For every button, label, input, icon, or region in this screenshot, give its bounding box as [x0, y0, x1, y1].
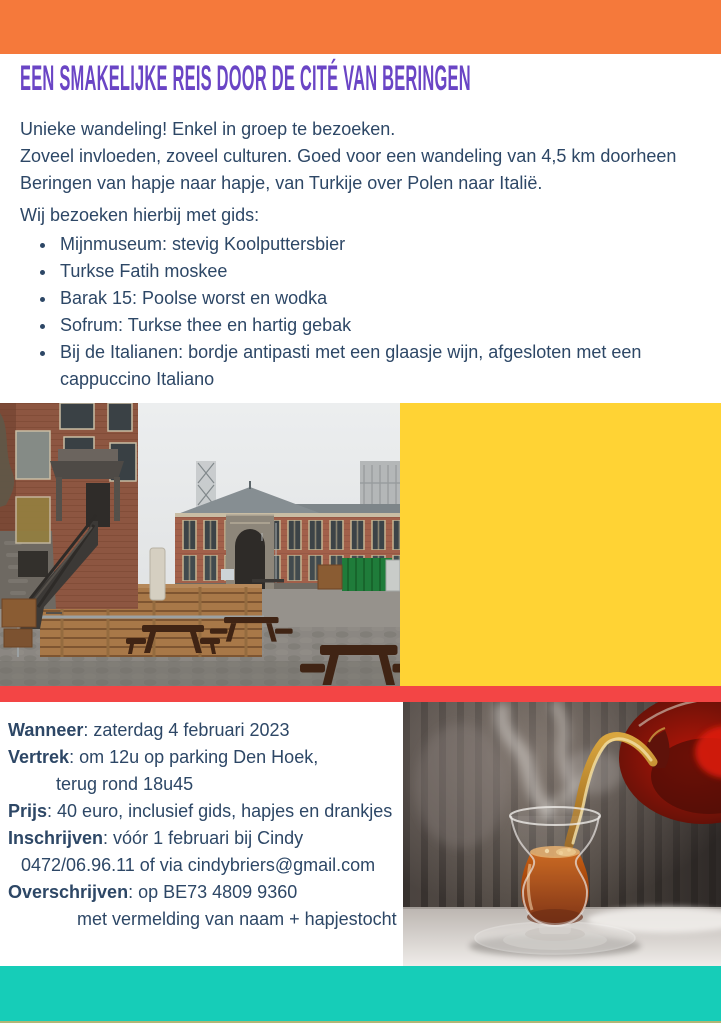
yellow-block [400, 403, 721, 686]
info-label: Inschrijven [8, 828, 104, 848]
list-item: • Mijnmuseum: stevig Koolputtersbier [57, 231, 712, 258]
intro-section [20, 116, 715, 393]
museum-photo [0, 403, 400, 686]
info-line-telefoon-email [8, 852, 404, 879]
info-line-terug [8, 771, 404, 798]
info-line-prijs [8, 798, 404, 825]
guide-heading: Wij bezoeken hierbij met gids: [20, 205, 260, 225]
page-title-text: EEN SMAKELIJKE REIS DOOR DE CITÉ VAN BERINGEN [20, 59, 471, 98]
info-line-vertrek [8, 744, 404, 771]
info-label: Overschrijven [8, 882, 129, 902]
info-value: : vóór 1 februari bij Cindy [103, 828, 304, 848]
info-value: : op BE73 4809 9360 [128, 882, 298, 902]
intro-line-1: Unieke wandeling! Enkel in groep te bezoeken. [20, 119, 396, 139]
info-line-wanneer [8, 717, 404, 744]
info-value: met vermelding van naam + hapjestocht [77, 909, 397, 929]
info-value: terug rond 18u45 [56, 774, 194, 794]
info-label: Prijs [8, 801, 48, 821]
tea-photo [403, 702, 721, 966]
info-label: Wanneer [8, 720, 84, 740]
top-orange-band [0, 0, 721, 54]
page-title [20, 59, 721, 99]
list-item: • Sofrum: Turkse thee en hartig gebak [57, 312, 712, 339]
list-item: • Turkse Fatih moskee [57, 258, 712, 285]
info-label: Vertrek [8, 747, 70, 767]
info-line-overschrijven [8, 879, 404, 906]
red-divider-bar [0, 686, 721, 702]
info-value: : zaterdag 4 februari 2023 [83, 720, 290, 740]
museum-photo-art [0, 403, 400, 686]
intro-line-2: Zoveel invloeden, zoveel culturen. Goed voor een wandeling van 4,5 km doorheen Beringen van hapje naar hapje, van Turkije over Polen naar Italië. [20, 146, 677, 193]
list-item: • Bij de Italianen: bordje antipasti met een glaasje wijn, afgesloten met een cappuccino Italiano [57, 339, 712, 393]
tea-photo-art [403, 702, 721, 966]
info-line-inschrijven [8, 825, 404, 852]
info-value: : om 12u op parking Den Hoek, [69, 747, 319, 767]
info-line-vermelding [8, 906, 404, 933]
stops-list [20, 231, 712, 393]
info-value: 0472/06.96.11 of via cindybriers@gmail.com [21, 855, 376, 875]
practical-info [8, 717, 404, 933]
info-value: : 40 euro, inclusief gids, hapjes en drankjes [47, 801, 393, 821]
list-item: • Barak 15: Poolse worst en wodka [57, 285, 712, 312]
bottom-teal-band [0, 966, 721, 1023]
